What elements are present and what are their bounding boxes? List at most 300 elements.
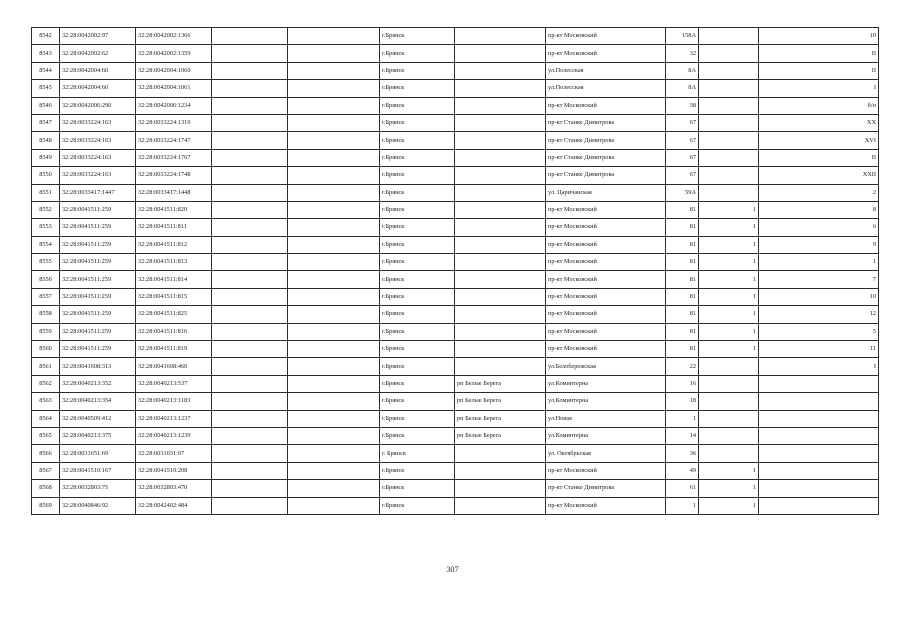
row-number-cell: 8555	[32, 254, 60, 271]
cadastral-number-cell: 32:28:0040213:375	[60, 427, 136, 444]
house-number-cell: 81	[666, 288, 699, 305]
empty-cell	[288, 149, 380, 166]
city-cell: г.Брянск	[380, 201, 455, 218]
object-cadastral-number-cell: 32:28:0042002:1366	[136, 28, 212, 45]
house-number-cell: 36	[666, 445, 699, 462]
premises-number-cell: 8	[759, 201, 879, 218]
object-cadastral-number-cell: 32:28:0040213:1237	[136, 410, 212, 427]
cadastral-number-cell: 32:28:0040213:354	[60, 393, 136, 410]
premises-number-cell	[759, 497, 879, 514]
table-row	[32, 480, 879, 497]
district-cell	[455, 114, 546, 131]
object-cadastral-number-cell: 32:28:0041510:208	[136, 462, 212, 479]
empty-cell	[212, 410, 288, 427]
object-cadastral-number-cell: 32:28:0042004:1061	[136, 80, 212, 97]
cadastral-number-cell: 32:28:0041511:259	[60, 201, 136, 218]
house-number-cell: 8А	[666, 80, 699, 97]
row-number-cell: 8545	[32, 80, 60, 97]
table-row	[32, 323, 879, 340]
district-cell	[455, 480, 546, 497]
empty-cell	[212, 236, 288, 253]
table-row	[32, 114, 879, 131]
empty-cell	[212, 427, 288, 444]
street-cell: ул. Октябрьская	[546, 445, 666, 462]
table-row	[32, 288, 879, 305]
row-number-cell: 8562	[32, 375, 60, 392]
row-number-cell: 8557	[32, 288, 60, 305]
empty-cell	[212, 271, 288, 288]
city-cell: г.Брянск	[380, 271, 455, 288]
empty-cell	[288, 254, 380, 271]
premises-number-cell	[759, 393, 879, 410]
premises-number-cell: II	[759, 149, 879, 166]
empty-cell	[288, 132, 380, 149]
row-number-cell: 8556	[32, 271, 60, 288]
table-row	[32, 306, 879, 323]
district-cell	[455, 201, 546, 218]
city-cell: г.Брянск	[380, 219, 455, 236]
street-cell: пр-кт Московский	[546, 497, 666, 514]
object-cadastral-number-cell: 32:28:0041511:820	[136, 201, 212, 218]
house-number-cell: 49	[666, 462, 699, 479]
district-cell	[455, 497, 546, 514]
object-cadastral-number-cell: 32:28:0041608:460	[136, 358, 212, 375]
empty-cell	[212, 62, 288, 79]
district-cell	[455, 184, 546, 201]
city-cell: г.Брянск	[380, 80, 455, 97]
table-row	[32, 497, 879, 514]
empty-cell	[288, 375, 380, 392]
empty-cell	[288, 480, 380, 497]
cadastral-number-cell: 32:28:0041511:259	[60, 323, 136, 340]
district-cell	[455, 149, 546, 166]
premises-number-cell	[759, 427, 879, 444]
object-cadastral-number-cell: 32:28:0042402:484	[136, 497, 212, 514]
row-number-cell: 8551	[32, 184, 60, 201]
object-cadastral-number-cell: 32:28:0041511:813	[136, 254, 212, 271]
premises-number-cell: 9	[759, 236, 879, 253]
building-cell	[699, 358, 759, 375]
object-cadastral-number-cell: 32:28:0042006:1234	[136, 97, 212, 114]
premises-number-cell: I	[759, 80, 879, 97]
city-cell: г.Брянск	[380, 288, 455, 305]
district-cell	[455, 306, 546, 323]
house-number-cell: 81	[666, 254, 699, 271]
district-cell	[455, 219, 546, 236]
premises-number-cell: 10	[759, 28, 879, 45]
empty-cell	[288, 497, 380, 514]
house-number-cell: 1	[666, 497, 699, 514]
cadastral-number-cell: 32:28:0040509:412	[60, 410, 136, 427]
empty-cell	[212, 97, 288, 114]
empty-cell	[212, 149, 288, 166]
empty-cell	[288, 462, 380, 479]
object-cadastral-number-cell: 32:28:0041511:816	[136, 323, 212, 340]
street-cell: пр-кт Московский	[546, 323, 666, 340]
table-row	[32, 28, 879, 45]
empty-cell	[288, 288, 380, 305]
table-row	[32, 271, 879, 288]
district-cell	[455, 45, 546, 62]
building-cell: 1	[699, 497, 759, 514]
house-number-cell: 81	[666, 219, 699, 236]
cadastral-number-cell: 32:28:0041511:259	[60, 219, 136, 236]
empty-cell	[212, 80, 288, 97]
empty-cell	[212, 323, 288, 340]
empty-cell	[288, 45, 380, 62]
house-number-cell: 81	[666, 323, 699, 340]
street-cell: ул.Полесская	[546, 62, 666, 79]
premises-number-cell	[759, 480, 879, 497]
premises-number-cell: XXII	[759, 167, 879, 184]
district-cell	[455, 62, 546, 79]
building-cell: 1	[699, 341, 759, 358]
house-number-cell: 81	[666, 236, 699, 253]
row-number-cell: 8553	[32, 219, 60, 236]
building-cell: 1	[699, 306, 759, 323]
object-cadastral-number-cell: 32:28:0033224:1747	[136, 132, 212, 149]
cadastral-number-cell: 32:28:0041511:259	[60, 341, 136, 358]
row-number-cell: 8558	[32, 306, 60, 323]
empty-cell	[288, 393, 380, 410]
empty-cell	[212, 201, 288, 218]
building-cell	[699, 184, 759, 201]
city-cell: г.Брянск	[380, 28, 455, 45]
empty-cell	[288, 80, 380, 97]
house-number-cell: 16	[666, 375, 699, 392]
premises-number-cell: 12	[759, 306, 879, 323]
empty-cell	[212, 254, 288, 271]
district-cell	[455, 167, 546, 184]
cadastral-number-cell: 32:28:0042004:60	[60, 80, 136, 97]
premises-number-cell: 11	[759, 341, 879, 358]
house-number-cell: 8А	[666, 62, 699, 79]
premises-number-cell: II	[759, 45, 879, 62]
empty-cell	[288, 184, 380, 201]
house-number-cell: 14	[666, 427, 699, 444]
empty-cell	[212, 462, 288, 479]
empty-cell	[288, 306, 380, 323]
empty-cell	[288, 341, 380, 358]
house-number-cell: 22	[666, 358, 699, 375]
row-number-cell: 8548	[32, 132, 60, 149]
district-cell	[455, 28, 546, 45]
table-row	[32, 445, 879, 462]
empty-cell	[288, 114, 380, 131]
street-cell: ул. Царичанская	[546, 184, 666, 201]
street-cell: ул.Коминтерна	[546, 375, 666, 392]
cadastral-number-cell: 32:28:0042004:60	[60, 62, 136, 79]
object-cadastral-number-cell: 32:28:0041511:812	[136, 236, 212, 253]
empty-cell	[212, 480, 288, 497]
house-number-cell: 81	[666, 201, 699, 218]
street-cell: пр-кт Московский	[546, 341, 666, 358]
empty-cell	[212, 288, 288, 305]
building-cell: 1	[699, 219, 759, 236]
empty-cell	[212, 184, 288, 201]
city-cell: г.Брянск	[380, 132, 455, 149]
house-number-cell: 81	[666, 271, 699, 288]
empty-cell	[212, 45, 288, 62]
table-row	[32, 167, 879, 184]
district-cell	[455, 462, 546, 479]
object-cadastral-number-cell: 32:28:0042004:1060	[136, 62, 212, 79]
table-row	[32, 184, 879, 201]
premises-number-cell: 6	[759, 219, 879, 236]
cadastral-number-cell: 32:28:0041510:167	[60, 462, 136, 479]
row-number-cell: 8547	[32, 114, 60, 131]
empty-cell	[288, 201, 380, 218]
cadastral-number-cell: 32:28:0040213:352	[60, 375, 136, 392]
table-row	[32, 236, 879, 253]
street-cell: пр-кт Московский	[546, 97, 666, 114]
street-cell: пр-кт Московский	[546, 45, 666, 62]
empty-cell	[288, 410, 380, 427]
house-number-cell: 1	[666, 410, 699, 427]
premises-number-cell	[759, 410, 879, 427]
house-number-cell: 81	[666, 341, 699, 358]
row-number-cell: 8542	[32, 28, 60, 45]
city-cell: г.Брянск	[380, 236, 455, 253]
street-cell: пр-кт Московский	[546, 271, 666, 288]
premises-number-cell: 5	[759, 323, 879, 340]
table-row	[32, 462, 879, 479]
house-number-cell: 59А	[666, 184, 699, 201]
empty-cell	[288, 236, 380, 253]
street-cell: пр-кт Станке Димитрова	[546, 132, 666, 149]
object-cadastral-number-cell: 32:28:0041511:825	[136, 306, 212, 323]
district-cell	[455, 271, 546, 288]
city-cell: г.Брянск	[380, 427, 455, 444]
row-number-cell: 8559	[32, 323, 60, 340]
building-cell	[699, 445, 759, 462]
object-cadastral-number-cell: 32:28:0033224:1310	[136, 114, 212, 131]
street-cell: ул.Коминтерна	[546, 427, 666, 444]
cadastral-number-cell: 32:28:0032803:75	[60, 480, 136, 497]
building-cell	[699, 410, 759, 427]
empty-cell	[212, 341, 288, 358]
empty-cell	[212, 219, 288, 236]
empty-cell	[212, 306, 288, 323]
empty-cell	[288, 167, 380, 184]
cadastral-number-cell: 32:28:0041511:259	[60, 288, 136, 305]
city-cell: г.Брянск	[380, 497, 455, 514]
house-number-cell: 61	[666, 480, 699, 497]
city-cell: г. Брянск	[380, 445, 455, 462]
building-cell: 1	[699, 254, 759, 271]
premises-number-cell: I	[759, 358, 879, 375]
premises-number-cell: XVI	[759, 132, 879, 149]
building-cell	[699, 62, 759, 79]
cadastral-number-cell: 32:28:0033224:163	[60, 149, 136, 166]
empty-cell	[212, 132, 288, 149]
city-cell: г.Брянск	[380, 114, 455, 131]
house-number-cell: 81	[666, 306, 699, 323]
row-number-cell: 8568	[32, 480, 60, 497]
cadastral-number-cell: 32:28:0033224:163	[60, 132, 136, 149]
empty-cell	[212, 167, 288, 184]
object-cadastral-number-cell: 32:28:0041511:811	[136, 219, 212, 236]
house-number-cell: 67	[666, 132, 699, 149]
city-cell: г.Брянск	[380, 480, 455, 497]
city-cell: г.Брянск	[380, 254, 455, 271]
house-number-cell: 38	[666, 97, 699, 114]
premises-number-cell: XX	[759, 114, 879, 131]
row-number-cell: 8566	[32, 445, 60, 462]
empty-cell	[288, 323, 380, 340]
registry-table	[31, 27, 879, 515]
street-cell: пр-кт Станке Димитрова	[546, 149, 666, 166]
building-cell: 1	[699, 323, 759, 340]
building-cell	[699, 375, 759, 392]
building-cell	[699, 149, 759, 166]
premises-number-cell: б/н	[759, 97, 879, 114]
cadastral-number-cell: 32:28:0041511:259	[60, 236, 136, 253]
city-cell: г.Брянск	[380, 184, 455, 201]
empty-cell	[212, 358, 288, 375]
house-number-cell: 67	[666, 149, 699, 166]
empty-cell	[288, 427, 380, 444]
row-number-cell: 8543	[32, 45, 60, 62]
district-cell: рп Белые Берега	[455, 393, 546, 410]
building-cell	[699, 167, 759, 184]
premises-number-cell	[759, 375, 879, 392]
table-row	[32, 219, 879, 236]
city-cell: г.Брянск	[380, 393, 455, 410]
street-cell: ул.Новая	[546, 410, 666, 427]
cadastral-number-cell: 32:28:0033224:163	[60, 167, 136, 184]
table-row	[32, 80, 879, 97]
row-number-cell: 8564	[32, 410, 60, 427]
city-cell: г.Брянск	[380, 306, 455, 323]
empty-cell	[288, 62, 380, 79]
city-cell: г.Брянск	[380, 358, 455, 375]
table-row	[32, 62, 879, 79]
row-number-cell: 8550	[32, 167, 60, 184]
table-row	[32, 132, 879, 149]
table-row	[32, 358, 879, 375]
cadastral-number-cell: 32:28:0040846:92	[60, 497, 136, 514]
house-number-cell: 158А	[666, 28, 699, 45]
empty-cell	[212, 497, 288, 514]
premises-number-cell: 2	[759, 184, 879, 201]
district-cell	[455, 254, 546, 271]
building-cell	[699, 80, 759, 97]
street-cell: пр-кт Московский	[546, 28, 666, 45]
object-cadastral-number-cell: 32:28:0032803:470	[136, 480, 212, 497]
row-number-cell: 8549	[32, 149, 60, 166]
object-cadastral-number-cell: 32:28:0031651:97	[136, 445, 212, 462]
table-row	[32, 375, 879, 392]
district-cell	[455, 445, 546, 462]
street-cell: пр-кт Московский	[546, 201, 666, 218]
row-number-cell: 8569	[32, 497, 60, 514]
building-cell: 1	[699, 201, 759, 218]
object-cadastral-number-cell: 32:28:0040213:1183	[136, 393, 212, 410]
city-cell: г.Брянск	[380, 97, 455, 114]
building-cell: 1	[699, 271, 759, 288]
city-cell: г.Брянск	[380, 410, 455, 427]
district-cell	[455, 323, 546, 340]
table-body	[32, 28, 879, 515]
district-cell: рп Белые Берега	[455, 375, 546, 392]
building-cell	[699, 393, 759, 410]
house-number-cell: 67	[666, 114, 699, 131]
table-row	[32, 410, 879, 427]
city-cell: г.Брянск	[380, 62, 455, 79]
table-row	[32, 393, 879, 410]
row-number-cell: 8546	[32, 97, 60, 114]
city-cell: г.Брянск	[380, 462, 455, 479]
building-cell	[699, 132, 759, 149]
row-number-cell: 8560	[32, 341, 60, 358]
object-cadastral-number-cell: 32:28:0041511:815	[136, 288, 212, 305]
building-cell: 1	[699, 480, 759, 497]
cadastral-number-cell: 32:28:0031651:69	[60, 445, 136, 462]
district-cell	[455, 97, 546, 114]
empty-cell	[288, 219, 380, 236]
table-row	[32, 427, 879, 444]
cadastral-number-cell: 32:28:0041511:259	[60, 271, 136, 288]
cadastral-number-cell: 32:28:0042002:97	[60, 28, 136, 45]
object-cadastral-number-cell: 32:28:0040213:537	[136, 375, 212, 392]
empty-cell	[288, 97, 380, 114]
city-cell: г.Брянск	[380, 167, 455, 184]
row-number-cell: 8552	[32, 201, 60, 218]
district-cell: рп Белые Берега	[455, 427, 546, 444]
empty-cell	[212, 393, 288, 410]
empty-cell	[212, 445, 288, 462]
premises-number-cell: 1	[759, 254, 879, 271]
premises-number-cell: 10	[759, 288, 879, 305]
district-cell	[455, 80, 546, 97]
row-number-cell: 8563	[32, 393, 60, 410]
building-cell	[699, 114, 759, 131]
building-cell	[699, 427, 759, 444]
building-cell	[699, 28, 759, 45]
empty-cell	[212, 28, 288, 45]
city-cell: г.Брянск	[380, 149, 455, 166]
table-row	[32, 97, 879, 114]
empty-cell	[212, 375, 288, 392]
empty-cell	[288, 445, 380, 462]
row-number-cell: 8567	[32, 462, 60, 479]
object-cadastral-number-cell: 32:28:0040213:1239	[136, 427, 212, 444]
cadastral-number-cell: 32:28:0042006:290	[60, 97, 136, 114]
street-cell: пр-кт Московский	[546, 288, 666, 305]
empty-cell	[288, 358, 380, 375]
row-number-cell: 8565	[32, 427, 60, 444]
building-cell: 1	[699, 462, 759, 479]
premises-number-cell: II	[759, 62, 879, 79]
street-cell: пр-кт Московский	[546, 219, 666, 236]
empty-cell	[288, 28, 380, 45]
house-number-cell: 32	[666, 45, 699, 62]
cadastral-number-cell: 32:28:0033417:1447	[60, 184, 136, 201]
empty-cell	[212, 114, 288, 131]
street-cell: пр-кт Станке Димитрова	[546, 114, 666, 131]
district-cell	[455, 358, 546, 375]
cadastral-number-cell: 32:28:0033224:163	[60, 114, 136, 131]
object-cadastral-number-cell: 32:28:0042002:1359	[136, 45, 212, 62]
house-number-cell: 18	[666, 393, 699, 410]
empty-cell	[288, 271, 380, 288]
premises-number-cell	[759, 445, 879, 462]
page-number: 307	[446, 565, 459, 574]
district-cell	[455, 236, 546, 253]
city-cell: г.Брянск	[380, 45, 455, 62]
city-cell: г.Брянск	[380, 323, 455, 340]
